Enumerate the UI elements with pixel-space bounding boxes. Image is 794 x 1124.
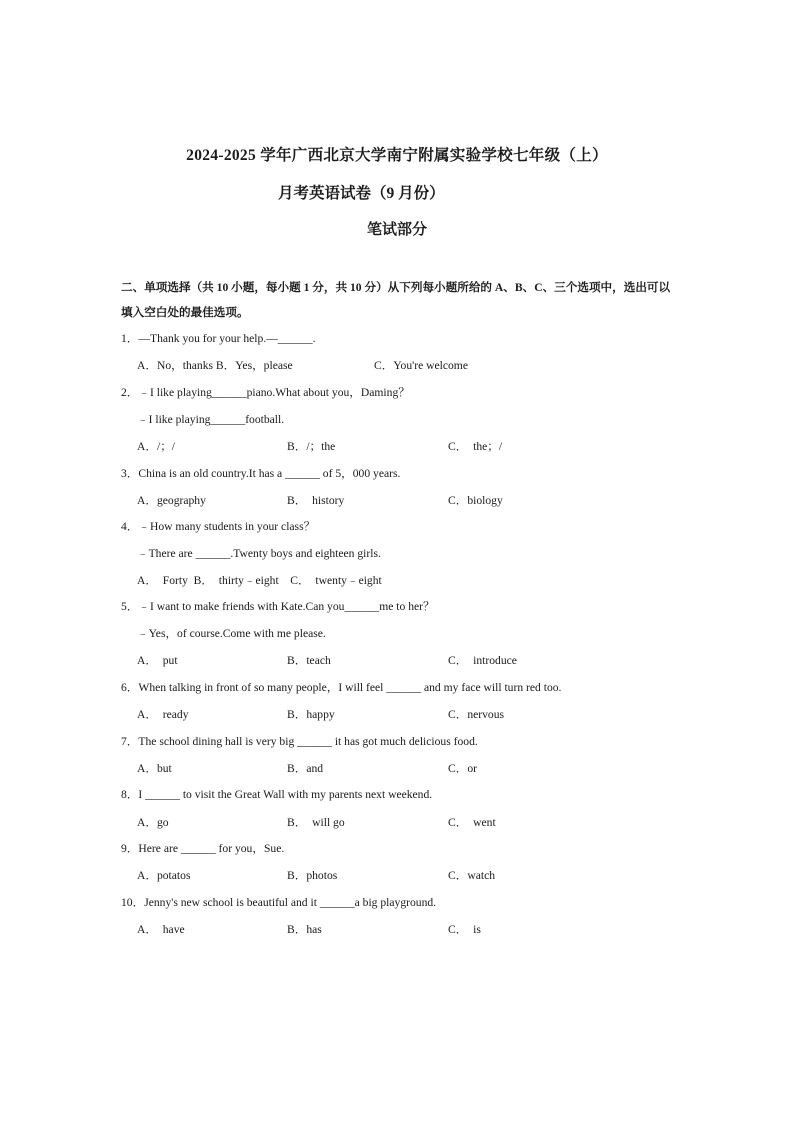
question-6-option-a: A． ready — [137, 708, 189, 721]
question-9-option-b: B．photos — [287, 869, 338, 882]
question-2-option-a: A．/；/ — [137, 440, 176, 453]
question-9-option-c: C．watch — [448, 869, 496, 882]
question-2-stem: 2．﹣I like playing______piano.What about you，Daming？ — [121, 386, 410, 399]
question-8-stem: 8．I ______ to visit the Great Wall with my parents next weekend. — [121, 788, 433, 801]
question-1-stem: 1．—Thank you for your help.—______. — [121, 332, 316, 345]
question-9-option-a: A．potatos — [137, 869, 191, 882]
question-5-option-a: A． put — [137, 654, 178, 667]
question-7-option-b: B．and — [287, 762, 324, 775]
question-1-options-ab: A．No，thanks B．Yes，please — [137, 359, 293, 372]
question-5-option-c: C． introduce — [448, 654, 517, 667]
question-1-option-c: C．You're welcome — [374, 359, 468, 372]
question-6-option-c: C．nervous — [448, 708, 505, 721]
question-8-option-b: B． will go — [287, 816, 345, 829]
question-5-option-b: B．teach — [287, 654, 331, 667]
question-10-option-c: C． is — [448, 923, 481, 936]
question-4-options: A． Forty B． thirty﹣eight C． twenty﹣eight — [137, 574, 382, 587]
question-4-stem: 4．﹣How many students in your class？ — [121, 520, 316, 533]
section-instructions: 二、单项选择（共 10 小题，每小题 1 分，共 10 分）从下列每小题所给的 A、B、C、三个选项中，选出可以填入空白处的最佳选项。 — [121, 281, 671, 319]
question-4-stem-reply: ﹣There are ______.Twenty boys and eighteen girls. — [137, 547, 381, 560]
question-8-option-c: C． went — [448, 816, 496, 829]
question-7-stem: 7．The school dining hall is very big ______ it has got much delicious food. — [121, 735, 478, 748]
question-5-stem-reply: ﹣Yes，of course.Come with me please. — [137, 627, 326, 640]
question-8-option-a: A．go — [137, 816, 169, 829]
exam-title-line1: 2024-2025 学年广西北京大学南宁附属实验学校七年级（上） — [186, 147, 608, 164]
question-7-option-c: C．or — [448, 762, 477, 775]
question-10-stem: 10．Jenny's new school is beautiful and it ______a big playground. — [121, 896, 437, 909]
question-3-option-a: A．geography — [137, 494, 206, 507]
question-10-option-b: B．has — [287, 923, 322, 936]
exam-title-line2: 月考英语试卷（9 月份） — [278, 185, 445, 202]
question-2-stem-reply: ﹣I like playing______football. — [137, 413, 285, 426]
question-3-stem: 3．China is an old country.It has a ______ of 5，000 years. — [121, 467, 401, 480]
question-7-option-a: A．but — [137, 762, 172, 775]
question-5-stem: 5．﹣I want to make friends with Kate.Can you______me to her？ — [121, 600, 435, 613]
question-9-stem: 9．Here are ______ for you，Sue. — [121, 842, 285, 855]
question-3-option-c: C．biology — [448, 494, 503, 507]
question-6-option-b: B．happy — [287, 708, 335, 721]
question-6-stem: 6．When talking in front of so many people，I will feel ______ and my face will turn red too. — [121, 681, 562, 694]
question-3-option-b: B． history — [287, 494, 345, 507]
question-10-option-a: A． have — [137, 923, 185, 936]
question-2-option-b: B．/；the — [287, 440, 336, 453]
section-title: 笔试部分 — [366, 222, 427, 238]
question-2-option-c: C． the；/ — [448, 440, 503, 453]
